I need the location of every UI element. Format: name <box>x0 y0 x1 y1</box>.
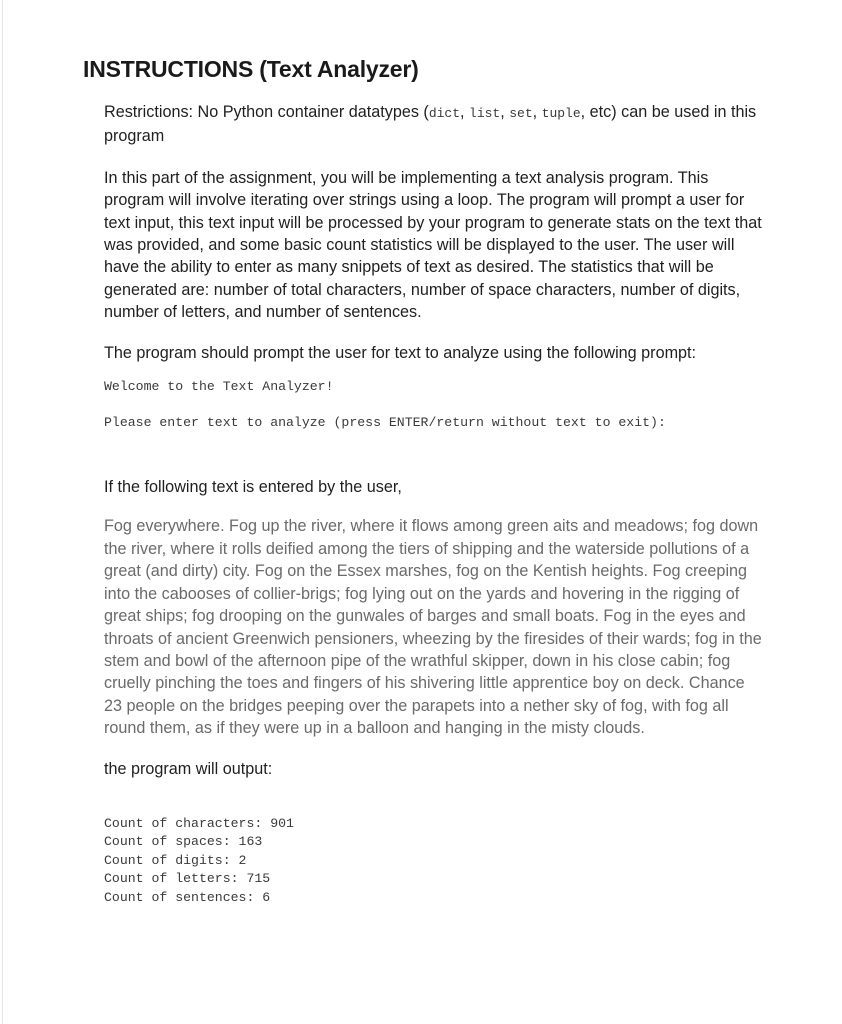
output-line-digits: Count of digits: 2 <box>104 852 247 868</box>
output-line-letters: Count of letters: 715 <box>104 871 271 887</box>
page-title: INSTRUCTIONS (Text Analyzer) <box>83 56 419 82</box>
if-following-paragraph: If the following text is entered by the user, <box>104 478 402 497</box>
separator: , <box>500 103 510 121</box>
output-line-sentences: Count of sentences: 6 <box>104 889 271 905</box>
sample-text-quote: Fog everywhere. Fog up the river, where it flows among green aits and meadows; fog down the river, where it rolls deified among the tiers of shipping and the waterside pollutions of a great (and dirty) city. Fog on the Essex marshes, fog on the Kentish heights. Fog creeping into the cabooses of collier-brigs; fog lying out on the yards and hovering in the rigging of great ships; fog drooping on the gunwales of barges and small boats. Fog in the eyes and throats of ancient Greenwich pensioners, wheezing by the firesides of their wards; fog in the stem and bowl of the afternoon pipe of the wrathful skipper, down in his close cabin; fog cruelly pinching the toes and fingers of his shivering little apprentice boy on deck. Chance 23 people on the bridges peeping over the parapets into a nether sky of fog, with fog all round them, as if they were up in a balloon and hanging in the misty clouds. <box>104 517 762 738</box>
datatype-set: set <box>509 106 533 121</box>
datatype-dict: dict <box>428 106 461 121</box>
datatype-list: list <box>469 106 501 121</box>
prompt-intro-paragraph: The program should prompt the user for text to analyze using the following prompt: <box>104 343 697 362</box>
restrictions-paragraph <box>104 101 766 148</box>
intro-paragraph: In this part of the assignment, you will be implementing a text analysis program. This program will involve iterating over strings using a loop. The program will prompt a user for text input, this text input will be processed by your program to generate stats on the text that was provided, and some basic count statistics will be displayed to the user. The user will have the ability to enter as many snippets of text as desired. The statistics that will be generated are: number of total characters, number of space characters, number of digits, number of letters, and number of sentences. <box>104 168 762 322</box>
page-left-border <box>2 0 3 1024</box>
restrictions-suffix: , etc) can be used in this program <box>104 103 757 146</box>
output-line-spaces: Count of spaces: 163 <box>104 834 263 850</box>
prompt-code-welcome: Welcome to the Text Analyzer! <box>104 379 334 395</box>
output-line-characters: Count of characters: 901 <box>104 815 294 831</box>
prompt-code-please: Please enter text to analyze (press ENTER/return without text to exit): <box>104 415 666 431</box>
datatype-tuple: tuple <box>541 106 581 121</box>
separator: , <box>460 103 470 121</box>
restrictions-prefix: Restrictions: No Python container datatypes ( <box>104 103 429 121</box>
separator: , <box>532 103 542 121</box>
output-intro-paragraph: the program will output: <box>104 759 273 778</box>
output-block <box>104 815 766 908</box>
instructions-body <box>104 101 766 907</box>
